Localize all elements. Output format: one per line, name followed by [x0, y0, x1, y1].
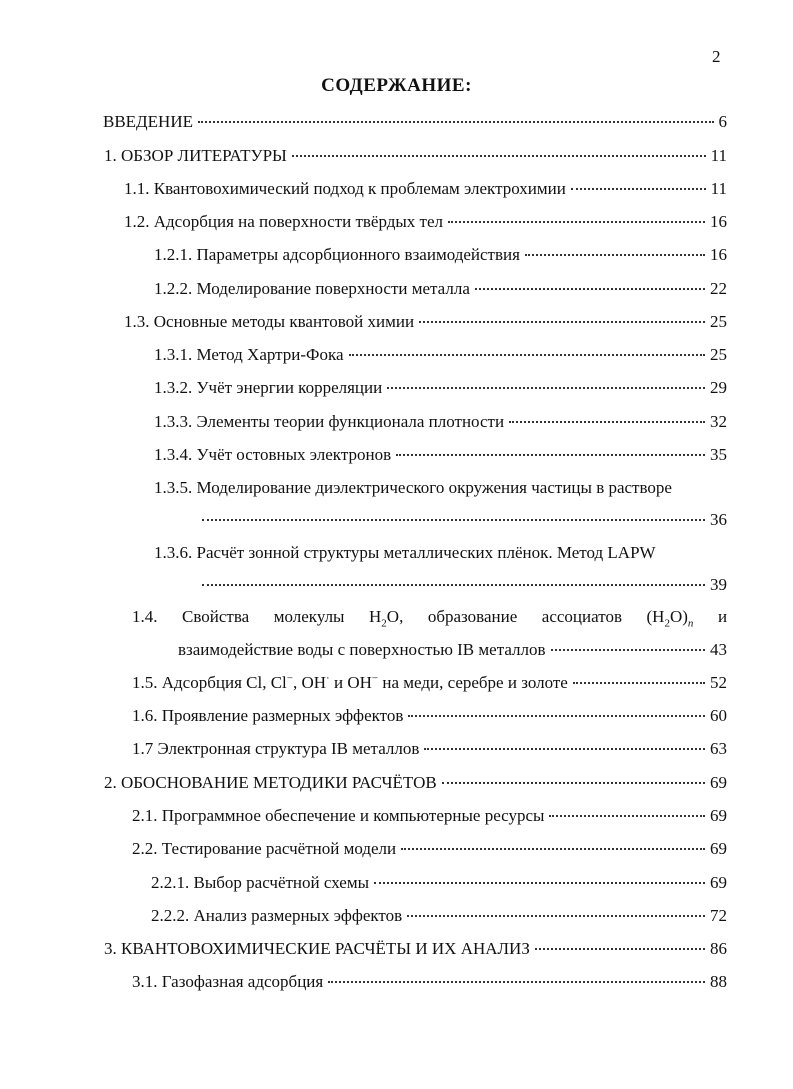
toc-entry-label: 2.2. Тестирование расчётной модели — [132, 839, 397, 858]
toc-entry-label: 3. КВАНТОВОХИМИЧЕСКИЕ РАСЧЁТЫ И ИХ АНАЛИЗ — [104, 939, 530, 958]
toc-entry-page: 72 — [710, 906, 727, 925]
toc-entry-continuation[interactable] — [202, 575, 727, 595]
toc-entry-page: 6 — [718, 112, 727, 131]
toc-entry[interactable] — [124, 179, 727, 199]
dot-leader — [328, 981, 705, 983]
dot-leader — [387, 387, 705, 389]
toc-entry[interactable] — [154, 245, 727, 265]
toc-entry-label: 1. ОБЗОР ЛИТЕРАТУРЫ — [104, 146, 287, 165]
toc-entry-page: 25 — [710, 345, 727, 364]
toc-entry-label: 1.6. Проявление размерных эффектов — [132, 706, 404, 725]
dot-leader — [408, 715, 705, 717]
toc-entry-page: 29 — [710, 378, 727, 397]
dot-leader — [549, 815, 705, 817]
toc-entry-label: 1.3.3. Элементы теории функционала плотности — [154, 412, 505, 431]
toc-entry-label: 1.3.2. Учёт энергии корреляции — [154, 378, 383, 397]
dot-leader — [396, 454, 705, 456]
toc-entry-label: 2.2.1. Выбор расчётной схемы — [151, 873, 370, 892]
toc-entry[interactable] — [151, 906, 727, 926]
toc-entry[interactable] — [132, 972, 727, 992]
toc-entry-label: 1.1. Квантовохимический подход к проблемам электрохимии — [124, 179, 566, 198]
toc-entry-page: 69 — [710, 773, 727, 792]
toc-entry-label: 1.3. Основные методы квантовой химии — [124, 312, 415, 331]
toc-entry[interactable] — [124, 312, 727, 332]
dot-leader — [535, 948, 705, 950]
toc-entry[interactable] — [151, 873, 727, 893]
toc-entry[interactable] — [132, 806, 727, 826]
toc-entry[interactable] — [104, 939, 727, 959]
toc-entry-page: 32 — [710, 412, 727, 431]
dot-leader — [475, 288, 705, 290]
toc-entry[interactable] — [154, 378, 727, 398]
toc-entry-page: 16 — [710, 245, 727, 264]
toc-entry[interactable] — [124, 212, 727, 232]
dot-leader — [448, 221, 705, 223]
toc-entry-page: 16 — [710, 212, 727, 231]
toc-entry-label[interactable]: 1.3.6. Расчёт зонной структуры металлических плёнок. Метод LAPW — [154, 543, 656, 562]
toc-entry-page: 25 — [710, 312, 727, 331]
dot-leader — [442, 782, 705, 784]
toc-entry[interactable] — [154, 279, 727, 299]
page-number: 2 — [712, 47, 721, 66]
toc-entry-label: 1.2. Адсорбция на поверхности твёрдых тел — [124, 212, 443, 231]
dot-leader — [419, 321, 705, 323]
toc-entry-page: 88 — [710, 972, 727, 991]
toc-entry-label: 1.2.2. Моделирование поверхности металла — [154, 279, 470, 298]
dot-leader — [509, 421, 705, 423]
toc-entry-page: 35 — [710, 445, 727, 464]
toc-entry[interactable] — [132, 839, 727, 859]
dot-leader — [571, 188, 706, 190]
page-title: СОДЕРЖАНИЕ: — [321, 75, 472, 96]
dot-leader — [407, 915, 705, 917]
toc-entry-page: 86 — [710, 939, 727, 958]
toc-entry-label: 2.2.2. Анализ размерных эффектов — [151, 906, 403, 925]
toc-entry-page: 43 — [710, 640, 727, 659]
dot-leader — [202, 584, 705, 586]
toc-entry[interactable] — [103, 112, 727, 132]
toc-entry-label: 1.7 Электронная структура IB металлов — [132, 739, 420, 758]
toc-entry-label: 1.3.1. Метод Хартри-Фока — [154, 345, 344, 364]
dot-leader — [349, 354, 705, 356]
toc-entry[interactable] — [154, 345, 727, 365]
toc-entry-page: 69 — [710, 873, 727, 892]
toc-entry-page: 36 — [710, 510, 727, 529]
toc-entry-page: 60 — [710, 706, 727, 725]
dot-leader — [551, 649, 705, 651]
toc-entry-label: 1.5. Адсорбция Cl, Cl−, OH· и OH− на меди, серебре и золоте — [132, 672, 568, 692]
toc-entry-label[interactable]: 1.4. Свойства молекулы $H_2O$, образование ассоциатов $(H_2O)_n$ и — [132, 607, 728, 630]
toc-entry[interactable] — [132, 739, 727, 759]
dot-leader — [525, 254, 705, 256]
toc-entry-continuation[interactable] — [202, 510, 727, 530]
toc-entry-page: 22 — [710, 279, 727, 298]
dot-leader — [573, 682, 705, 684]
toc-entry-continuation[interactable] — [178, 640, 727, 660]
toc-entry-page: 11 — [710, 179, 727, 198]
toc-entry-label: 2. ОБОСНОВАНИЕ МЕТОДИКИ РАСЧЁТОВ — [104, 773, 437, 792]
dot-leader — [401, 848, 705, 850]
toc-entry[interactable] — [104, 146, 727, 166]
dot-leader — [374, 882, 705, 884]
toc-entry-label: 1.3.4. Учёт остовных электронов — [154, 445, 392, 464]
toc-entry-label: 2.1. Программное обеспечение и компьютерные ресурсы — [132, 806, 545, 825]
toc-entry-label: 1.2.1. Параметры адсорбционного взаимодействия — [154, 245, 520, 264]
dot-leader — [198, 121, 714, 123]
toc-entry-label: ВВЕДЕНИЕ — [103, 112, 193, 131]
toc-entry-label: 3.1. Газофазная адсорбция — [132, 972, 324, 991]
toc-entry-page: 52 — [710, 673, 727, 692]
dot-leader — [292, 155, 706, 157]
dot-leader — [424, 748, 705, 750]
toc-entry[interactable] — [154, 412, 727, 432]
toc-entry[interactable] — [132, 706, 727, 726]
toc-entry-page: 11 — [710, 146, 727, 165]
toc-entry-label: взаимодействие воды с поверхностью IB металлов — [178, 640, 546, 659]
toc-entry[interactable] — [132, 673, 727, 693]
toc-entry[interactable] — [104, 773, 727, 793]
toc-entry-page: 69 — [710, 839, 727, 858]
dot-leader — [202, 519, 705, 521]
toc-entry-page: 69 — [710, 806, 727, 825]
toc-entry-page: 39 — [710, 575, 727, 594]
toc-entry-label[interactable]: 1.3.5. Моделирование диэлектрического окружения частицы в растворе — [154, 478, 672, 497]
toc-entry-page: 63 — [710, 739, 727, 758]
toc-entry[interactable] — [154, 445, 727, 465]
